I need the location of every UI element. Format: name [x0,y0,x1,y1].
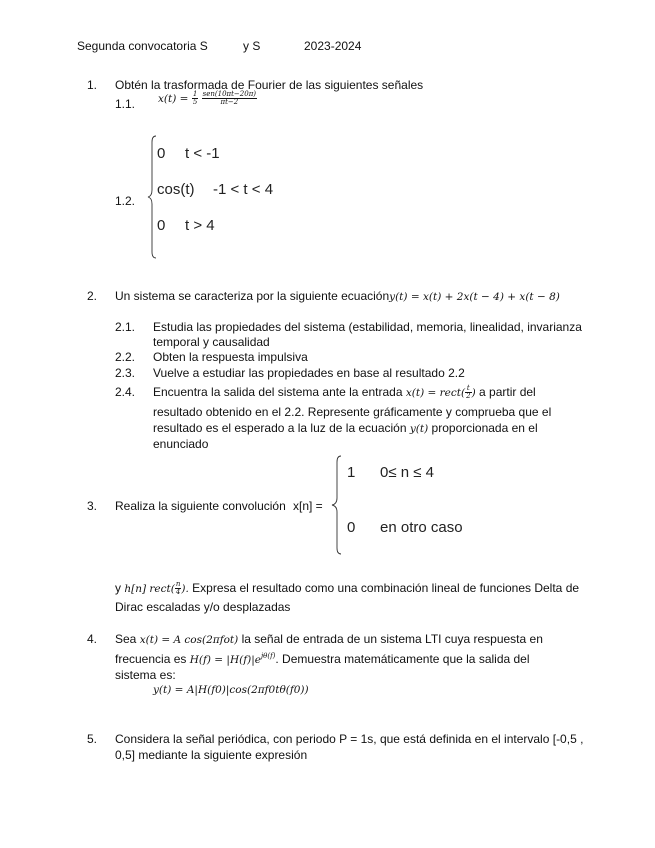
q3-line2 [115,581,579,596]
q1-piece3-val: 0 [157,217,166,234]
q2-item1-line2: temporal y causalidad [153,335,270,349]
q2-item1-number: 2.1. [115,320,136,334]
q2-equation: y(t) = x(t) + 2x(t − 4) + x(t − 8) [389,291,560,303]
q1-number: 1. [87,78,98,92]
q2-text [115,289,560,303]
q2-item4-line2: resultado obtenido en el 2.2. Represente gráficamente y comprueba que el [153,405,552,419]
q5-number: 5. [87,732,98,746]
q2-item4-line3-math: y(t) [409,423,429,435]
q2-item4-line4: enunciado [153,437,209,451]
q2-item4-math: x(t) = rect( [405,387,466,399]
q2-text-label: Un sistema se caracteriza por la siguiente ecuación [115,289,390,303]
q1-piece1-val: 0 [157,145,166,162]
q2-item4-close: ) [471,387,476,399]
q2-item4-line1 [153,385,536,400]
q3-line2-frac-num: n [175,580,181,589]
q2-number: 2. [87,289,98,303]
q4-line2-b: . Demuestra matemáticamente que la salida del [275,652,530,666]
q4-line3: sistema es: [115,668,176,682]
q2-item4-line1-b: a partir del [479,385,536,399]
q1-sub2-number: 1.2. [115,194,136,208]
q3-line2-close: ). [181,583,189,595]
q5-line2: 0,5] mediante la siguiente expresión [115,748,308,762]
header-ys: y S [243,39,261,53]
q2-item3-number: 2.3. [115,366,136,380]
q1-piece2-cond: -1 < t < 4 [213,181,274,198]
q1-sub1-frac2 [202,91,257,106]
q2-item4-line3-a: resultado es el esperado a la luz de la ecuación [153,421,407,435]
q4-line1-b: la señal de entrada de un sistema LTI cuya respuesta en [241,632,543,646]
q1-piece2-val: cos(t) [157,181,195,198]
q2-item2-number: 2.2. [115,350,136,364]
q3-piece2-val: 0 [347,519,356,536]
q4-line2 [115,652,530,666]
q2-item4-frac-den: 2 [466,392,471,401]
q3-line2-a: y [115,581,121,595]
q2-item2-line1: Obten la respuesta impulsiva [153,350,308,364]
q4-line2-math: H(f) = |H(f)|e [189,654,261,666]
q4-line1 [115,632,543,646]
q4-line1-a: Sea [115,632,137,646]
header-course: Segunda convocatoria S [77,39,208,53]
q1-sub1-frac2-num: sen(10πt−20π) [202,90,257,99]
piecewise-brace-2 [328,454,344,556]
q4-line2-a: frecuencia es [115,652,187,666]
q1-sub1-number: 1.1. [115,97,136,111]
q3-piece1-cond: 0≤ n ≤ 4 [380,464,434,481]
q2-item4-line3-b: proporcionada en el [431,421,538,435]
q4-line1-math: x(t) = A cos(2πfot) [139,634,239,646]
q4-line2-sup: jθ(f) [260,652,276,660]
q1-sub1-frac1 [192,91,198,106]
q2-item1-line1: Estudia las propiedades del sistema (estabilidad, memoria, linealidad, invarianza [153,320,582,334]
q3-piece2-cond: en otro caso [380,519,463,536]
q2-item4-frac-num: t [466,384,470,393]
q2-item4-line3 [153,421,538,435]
q4-number: 4. [87,632,98,646]
q3-line3: Dirac escaladas y/o desplazadas [115,600,291,614]
q1-sub1-frac2-den: πt−2 [220,98,239,107]
q1-sub1-lhs: x(t) = [158,93,189,105]
header-year: 2023-2024 [304,39,362,53]
q1-text: Obtén la trasformada de Fourier de las siguientes señales [115,78,424,92]
q2-item4-line1-a: Encuentra la salida del sistema ante la entrada [153,385,403,399]
q4-result: y(t) = A|H(f0)|cos(2πf0tθ(f0)) [153,684,309,696]
q2-item4-number: 2.4. [115,385,136,399]
q1-sub1-frac1-num: 1 [192,90,198,99]
q1-piece1-cond: t < -1 [185,145,220,162]
q3-xn-label: x[n] = [293,499,323,513]
q3-line2-math: h[n] rect( [124,583,175,595]
q2-item3-line1: Vuelve a estudiar las propiedades en base al resultado 2.2 [153,366,465,380]
q3-number: 3. [87,499,98,513]
q3-piece1-val: 1 [347,464,356,481]
q5-line1: Considera la señal periódica, con periodo P = 1s, que está definida en el intervalo [-0,5 , [115,732,584,746]
q3-line2-b: Expresa el resultado como una combinación lineal de funciones Delta de [192,581,580,595]
q3-text: Realiza la siguiente convolución [115,499,286,513]
q3-line2-frac-den: 4 [175,588,181,597]
q1-sub1-frac1-den: 5 [192,98,198,107]
q1-sub1-formula [158,91,257,106]
q1-piece3-cond: t > 4 [185,217,215,234]
